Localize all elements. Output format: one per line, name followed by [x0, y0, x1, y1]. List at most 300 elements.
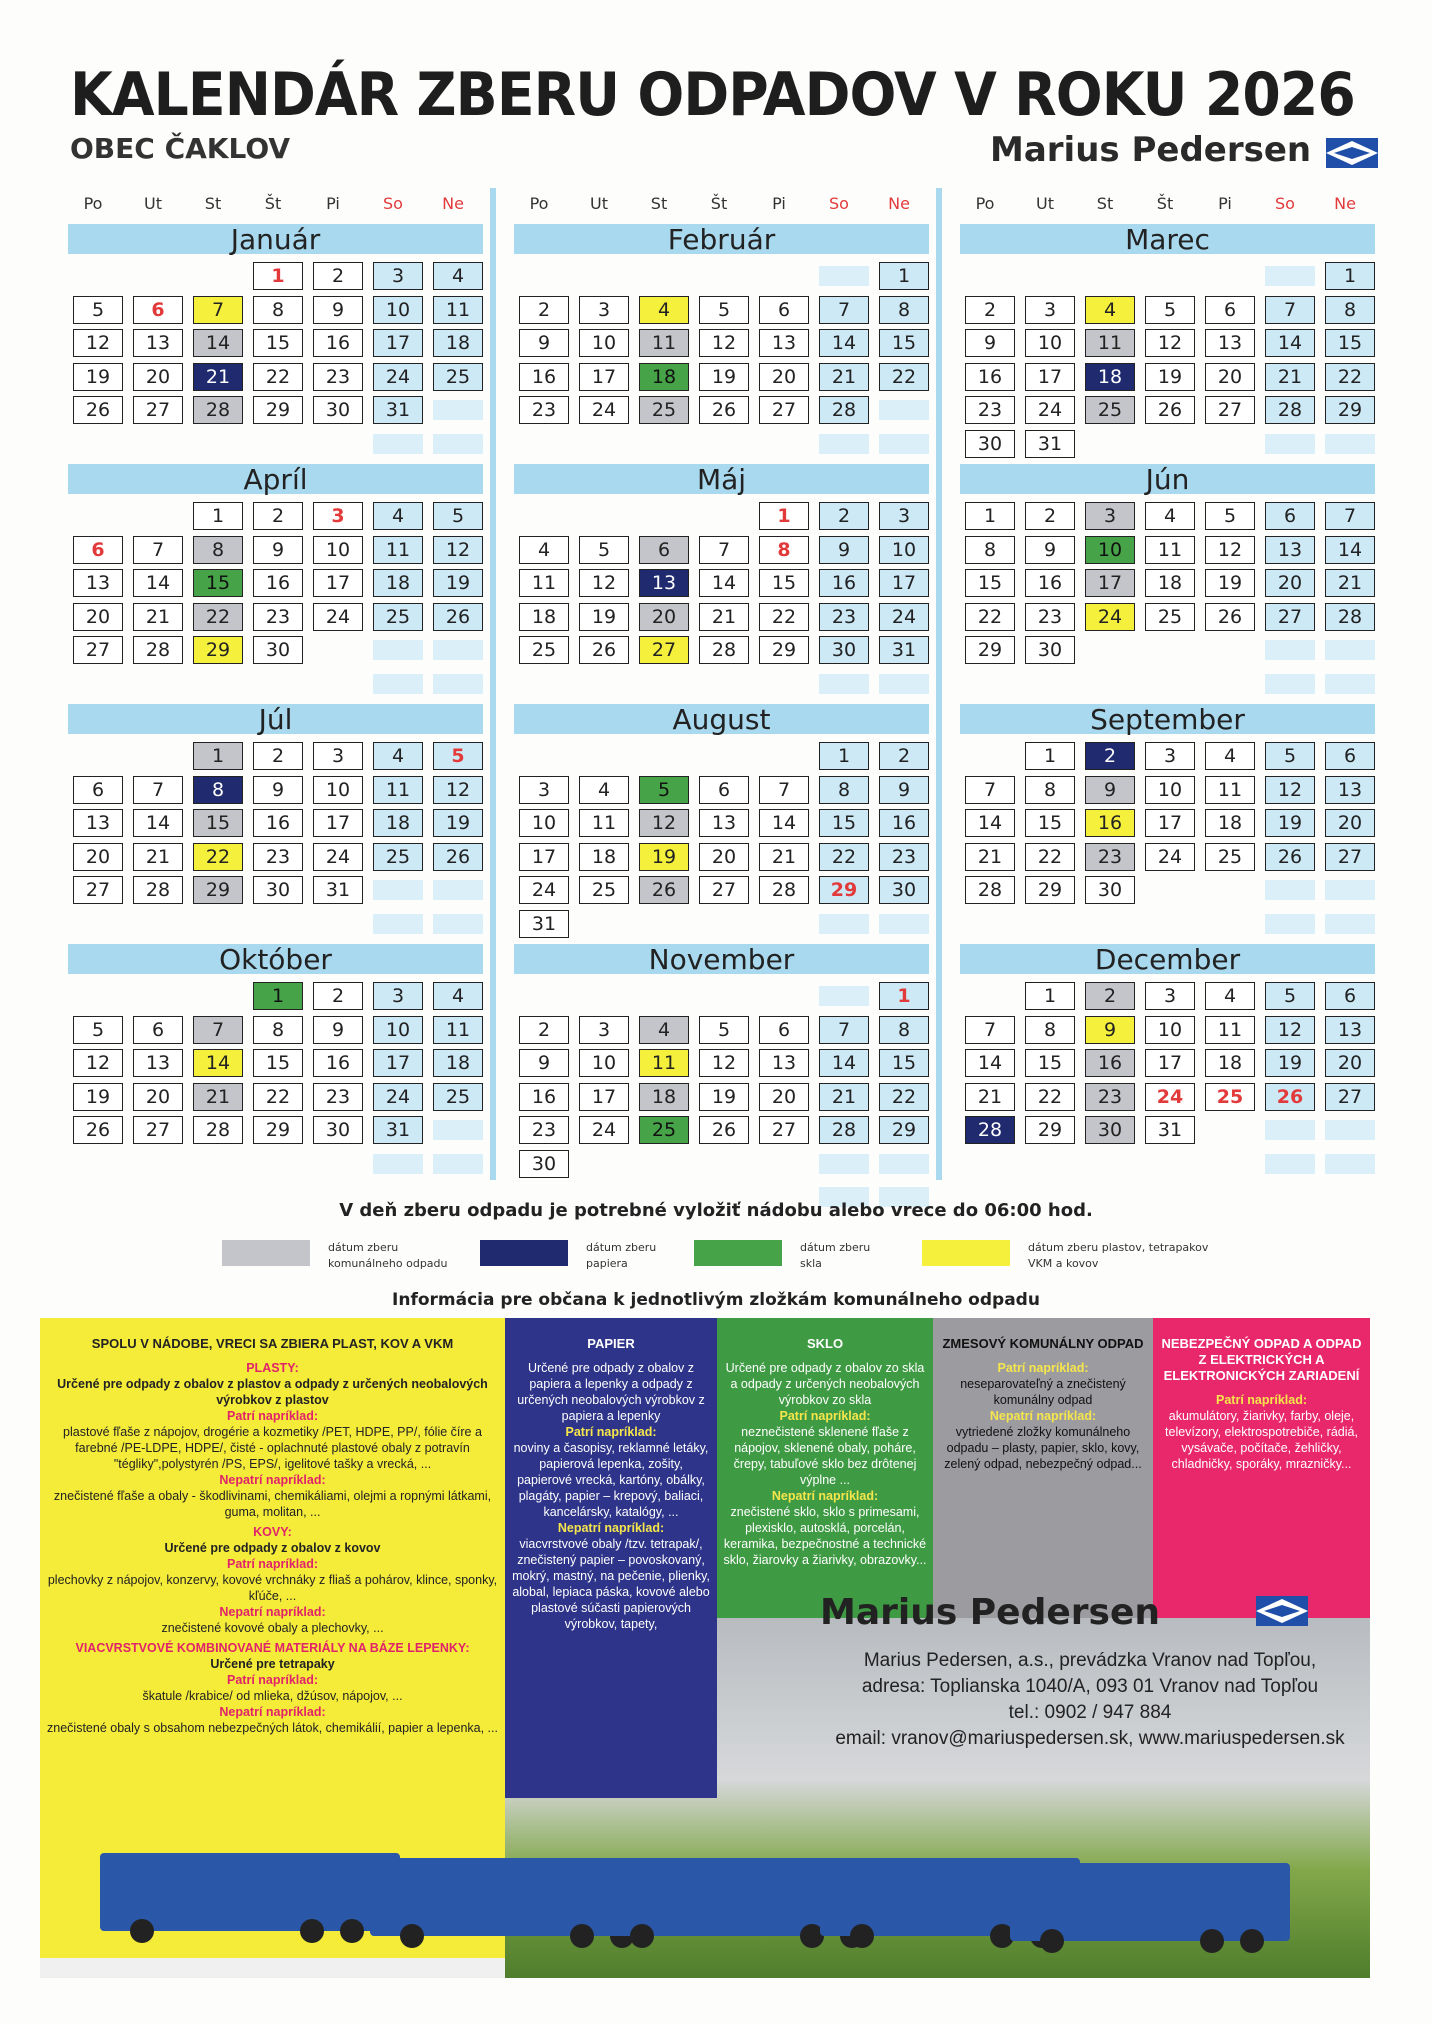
- weekday-header: Ne: [442, 194, 464, 213]
- calendar-day: 30: [253, 636, 303, 664]
- weekend-placeholder: [1265, 914, 1315, 934]
- calendar-day: 22: [253, 363, 303, 391]
- calendar-day: 24: [879, 603, 929, 631]
- company-contact: [820, 1648, 1360, 1752]
- calendar-day: 22: [193, 843, 243, 871]
- calendar-day: 20: [639, 603, 689, 631]
- calendar-day: 29: [193, 876, 243, 904]
- calendar-day: 7: [133, 536, 183, 564]
- panel-hazardous: NEBEZPEČNÝ ODPAD A ODPAD Z ELEKTRICKÝCH A ELEKTRONICKÝCH ZARIADENÍ Patrí napríklad: akumulátory, žiarivky, farby, oleje, televízory, elektrospotrebiče, rádiá, vysávače, počítače, žehličky, chladničky, sporáky, mrazničky...: [1153, 1318, 1370, 1618]
- calendar-day: 24: [579, 396, 629, 424]
- collection-deadline-note: V deň zberu odpadu je potrebné vyložiť nádobu alebo vrece do 06:00 hod.: [339, 1200, 1093, 1221]
- calendar-day: 14: [965, 1049, 1015, 1077]
- calendar-day: 3: [1145, 982, 1195, 1010]
- column-divider: [936, 188, 942, 1180]
- calendar-day: 22: [965, 603, 1015, 631]
- calendar-day: 10: [1085, 536, 1135, 564]
- calendar-day: 30: [519, 1150, 569, 1178]
- calendar-day: 21: [193, 363, 243, 391]
- calendar-day: 23: [879, 843, 929, 871]
- month-title: Máj: [514, 464, 929, 494]
- calendar-day: 9: [253, 536, 303, 564]
- calendar-day: 17: [313, 809, 363, 837]
- calendar-day: 6: [639, 536, 689, 564]
- calendar-day: 2: [253, 502, 303, 530]
- calendar-day: 12: [639, 809, 689, 837]
- calendar-day: 12: [1145, 329, 1195, 357]
- calendar-day: 9: [1085, 1016, 1135, 1044]
- calendar-day: 31: [1025, 430, 1075, 458]
- company-brand: Marius Pedersen: [820, 1592, 1161, 1633]
- calendar-day: 17: [1145, 809, 1195, 837]
- truck-icon: [100, 1853, 400, 1931]
- calendar-day: 21: [133, 843, 183, 871]
- calendar-day: 27: [759, 1116, 809, 1144]
- calendar-day: 3: [1145, 742, 1195, 770]
- calendar-day: 22: [879, 1083, 929, 1111]
- calendar-day: 6: [73, 536, 123, 564]
- calendar-day: 28: [699, 636, 749, 664]
- calendar-day: 17: [1145, 1049, 1195, 1077]
- calendar-day: 28: [819, 396, 869, 424]
- calendar-day: 19: [1145, 363, 1195, 391]
- calendar-day: 10: [373, 296, 423, 324]
- calendar-day: 10: [579, 329, 629, 357]
- legend-label-glass: dátum zberu skla: [800, 1241, 871, 1270]
- calendar-day: 11: [519, 569, 569, 597]
- calendar-day: 27: [73, 636, 123, 664]
- calendar-day: 6: [1325, 982, 1375, 1010]
- calendar-day: 6: [73, 776, 123, 804]
- weekday-header: Ne: [1334, 194, 1356, 213]
- calendar-day: 3: [579, 1016, 629, 1044]
- calendar-day: 7: [819, 1016, 869, 1044]
- calendar-day: 6: [1325, 742, 1375, 770]
- calendar-day: 10: [879, 536, 929, 564]
- calendar-day: 30: [879, 876, 929, 904]
- calendar-day: 20: [699, 843, 749, 871]
- calendar-day: 6: [1265, 502, 1315, 530]
- calendar-day: 31: [373, 396, 423, 424]
- calendar-day: 7: [965, 776, 1015, 804]
- month-title: Jún: [960, 464, 1375, 494]
- weekend-placeholder: [1325, 1154, 1375, 1174]
- company-phone: tel.: 0902 / 947 884: [1008, 1702, 1172, 1723]
- calendar-day: 17: [313, 569, 363, 597]
- calendar-day: 10: [373, 1016, 423, 1044]
- marius-pedersen-logo-icon: [1256, 1596, 1308, 1626]
- weekend-placeholder: [373, 914, 423, 934]
- calendar-day: 14: [193, 1049, 243, 1077]
- calendar-day: 10: [313, 536, 363, 564]
- calendar-day: 18: [519, 603, 569, 631]
- calendar-day: 28: [1265, 396, 1315, 424]
- calendar-day: 13: [73, 809, 123, 837]
- calendar-day: 8: [759, 536, 809, 564]
- calendar-day: 29: [193, 636, 243, 664]
- weekend-placeholder: [373, 434, 423, 454]
- calendar-day: 24: [313, 843, 363, 871]
- calendar-day: 26: [639, 876, 689, 904]
- weekend-placeholder: [819, 434, 869, 454]
- calendar-day: 4: [519, 536, 569, 564]
- calendar-day: 10: [313, 776, 363, 804]
- calendar-day: 19: [433, 569, 483, 597]
- calendar-day: 24: [1145, 843, 1195, 871]
- calendar-day: 25: [639, 1116, 689, 1144]
- company-address-line: adresa: Toplianska 1040/A, 093 01 Vranov nad Topľou: [861, 1676, 1319, 1697]
- calendar-day: 4: [433, 262, 483, 290]
- calendar-day: 15: [193, 569, 243, 597]
- calendar-day: 5: [73, 296, 123, 324]
- calendar-day: 5: [639, 776, 689, 804]
- calendar-day: 26: [1205, 603, 1255, 631]
- weekday-header: Ne: [888, 194, 910, 213]
- month-title: August: [514, 704, 929, 734]
- calendar-day: 26: [1145, 396, 1195, 424]
- weekend-placeholder: [1325, 640, 1375, 660]
- calendar-day: 1: [1325, 262, 1375, 290]
- calendar-day: 28: [965, 1116, 1015, 1144]
- calendar-day: 8: [1325, 296, 1375, 324]
- calendar-day: 16: [965, 363, 1015, 391]
- weekend-placeholder: [373, 640, 423, 660]
- calendar-day: 18: [1145, 569, 1195, 597]
- calendar-day: 7: [193, 296, 243, 324]
- calendar-day: 27: [1205, 396, 1255, 424]
- calendar-day: 16: [253, 809, 303, 837]
- info-section-title: Informácia pre občana k jednotlivým zložkám komunálneho odpadu: [392, 1290, 1040, 1310]
- calendar-day: 18: [373, 809, 423, 837]
- calendar-day: 26: [73, 1116, 123, 1144]
- calendar-day: 5: [1205, 502, 1255, 530]
- calendar-day: 26: [699, 396, 749, 424]
- calendar-day: 27: [133, 396, 183, 424]
- calendar-day: 1: [965, 502, 1015, 530]
- calendar-day: 23: [253, 603, 303, 631]
- calendar-day: 5: [579, 536, 629, 564]
- weekend-placeholder: [1325, 914, 1375, 934]
- calendar-day: 2: [879, 742, 929, 770]
- weekend-placeholder: [1265, 1120, 1315, 1140]
- calendar-day: 13: [1265, 536, 1315, 564]
- calendar-day: 11: [579, 809, 629, 837]
- weekend-placeholder: [879, 674, 929, 694]
- calendar-day: 3: [519, 776, 569, 804]
- calendar-day: 11: [639, 1049, 689, 1077]
- month-title: September: [960, 704, 1375, 734]
- calendar-day: 24: [373, 363, 423, 391]
- panel-glass: SKLO Určené pre odpady z obalov zo skla a odpady z určených neobalových výrobkov zo skla Patrí napríklad: neznečistené sklenené fľaše z nápojov, sklenené obaly, poháre, črepy, tabuľové sklo bez drôtenej výplne ... Nepatrí napríklad: znečistené sklo, sklo s primesami, plexisklo, autosklá, porcelán, keramika, bezpečnostné a technické sklo, žiarovky a žiarivky, obrazovky...: [717, 1318, 933, 1618]
- calendar-day: 24: [373, 1083, 423, 1111]
- calendar-day: 30: [965, 430, 1015, 458]
- weekend-placeholder: [433, 674, 483, 694]
- calendar-day: 9: [879, 776, 929, 804]
- calendar-day: 5: [699, 296, 749, 324]
- calendar-day: 30: [819, 636, 869, 664]
- calendar-day: 10: [579, 1049, 629, 1077]
- calendar-day: 11: [433, 296, 483, 324]
- calendar-day: 23: [313, 363, 363, 391]
- month-title: Júl: [68, 704, 483, 734]
- calendar-day: 21: [1265, 363, 1315, 391]
- calendar-day: 12: [1265, 776, 1315, 804]
- calendar-day: 1: [819, 742, 869, 770]
- calendar-day: 2: [313, 262, 363, 290]
- calendar-day: 15: [1025, 1049, 1075, 1077]
- calendar-day: 25: [433, 363, 483, 391]
- calendar-day: 26: [699, 1116, 749, 1144]
- calendar-day: 16: [519, 1083, 569, 1111]
- calendar-day: 21: [965, 843, 1015, 871]
- month-title: November: [514, 944, 929, 974]
- calendar-day: 20: [1205, 363, 1255, 391]
- calendar-day: 5: [433, 742, 483, 770]
- calendar-day: 15: [193, 809, 243, 837]
- calendar-day: 16: [313, 1049, 363, 1077]
- calendar-day: 1: [879, 262, 929, 290]
- calendar-day: 22: [759, 603, 809, 631]
- calendar-day: 8: [879, 296, 929, 324]
- calendar-day: 17: [879, 569, 929, 597]
- calendar-day: 13: [759, 1049, 809, 1077]
- weekday-header: So: [829, 194, 849, 213]
- calendar-day: 25: [433, 1083, 483, 1111]
- weekend-placeholder: [819, 1154, 869, 1174]
- calendar-day: 29: [819, 876, 869, 904]
- calendar-day: 4: [433, 982, 483, 1010]
- calendar-day: 18: [1085, 363, 1135, 391]
- calendar-day: 11: [373, 536, 423, 564]
- calendar-day: 9: [519, 329, 569, 357]
- calendar-day: 20: [759, 1083, 809, 1111]
- calendar-day: 21: [965, 1083, 1015, 1111]
- calendar-day: 2: [313, 982, 363, 1010]
- calendar-day: 1: [879, 982, 929, 1010]
- weekend-placeholder: [373, 880, 423, 900]
- calendar-day: 7: [699, 536, 749, 564]
- calendar-day: 6: [133, 1016, 183, 1044]
- calendar-day: 16: [819, 569, 869, 597]
- calendar-day: 20: [73, 603, 123, 631]
- calendar-day: 26: [1265, 843, 1315, 871]
- calendar-day: 4: [1145, 502, 1195, 530]
- calendar-day: 27: [759, 396, 809, 424]
- calendar-day: 4: [639, 296, 689, 324]
- calendar-day: 10: [519, 809, 569, 837]
- calendar-day: 22: [879, 363, 929, 391]
- calendar-day: 23: [1085, 1083, 1135, 1111]
- calendar-day: 29: [1025, 1116, 1075, 1144]
- calendar-day: 26: [579, 636, 629, 664]
- calendar-day: 8: [819, 776, 869, 804]
- calendar-day: 23: [819, 603, 869, 631]
- calendar-day: 9: [819, 536, 869, 564]
- calendar-day: 4: [373, 742, 423, 770]
- legend-swatch-navy: [480, 1240, 568, 1266]
- calendar-day: 31: [879, 636, 929, 664]
- calendar-day: 23: [1025, 603, 1075, 631]
- calendar-day: 21: [193, 1083, 243, 1111]
- calendar-day: 17: [1085, 569, 1135, 597]
- weekend-placeholder: [879, 914, 929, 934]
- calendar-day: 19: [73, 1083, 123, 1111]
- calendar-day: 22: [253, 1083, 303, 1111]
- truck-icon: [1010, 1863, 1290, 1941]
- calendar-day: 27: [73, 876, 123, 904]
- calendar-day: 3: [879, 502, 929, 530]
- calendar-day: 31: [1145, 1116, 1195, 1144]
- weekend-placeholder: [373, 674, 423, 694]
- calendar-day: 20: [759, 363, 809, 391]
- calendar-day: 25: [373, 603, 423, 631]
- calendar-day: 24: [1025, 396, 1075, 424]
- calendar-day: 1: [759, 502, 809, 530]
- calendar-day: 13: [1205, 329, 1255, 357]
- calendar-day: 5: [1265, 742, 1315, 770]
- calendar-day: 21: [1325, 569, 1375, 597]
- calendar-day: 5: [1265, 982, 1315, 1010]
- calendar-day: 15: [253, 329, 303, 357]
- calendar-day: 30: [1085, 876, 1135, 904]
- calendar-day: 28: [965, 876, 1015, 904]
- calendar-day: 8: [193, 776, 243, 804]
- weekend-placeholder: [1265, 1154, 1315, 1174]
- calendar-day: 22: [1025, 843, 1075, 871]
- calendar-day: 20: [1325, 809, 1375, 837]
- calendar-day: 4: [1085, 296, 1135, 324]
- calendar-day: 27: [699, 876, 749, 904]
- calendar-day: 25: [1145, 603, 1195, 631]
- calendar-day: 18: [1205, 809, 1255, 837]
- calendar-day: 16: [1085, 809, 1135, 837]
- calendar-day: 20: [133, 363, 183, 391]
- legend-label-municipal: dátum zberu komunálneho odpadu: [328, 1241, 448, 1270]
- legend-label-paper: dátum zberu papiera: [586, 1241, 657, 1270]
- weekend-placeholder: [819, 674, 869, 694]
- weekday-header: Št: [1156, 194, 1174, 213]
- calendar-day: 21: [819, 363, 869, 391]
- legend-swatch-yellow: [922, 1240, 1010, 1266]
- calendar-day: 2: [519, 1016, 569, 1044]
- calendar-day: 14: [1325, 536, 1375, 564]
- calendar-day: 21: [699, 603, 749, 631]
- calendar-day: 1: [193, 502, 243, 530]
- calendar-day: 13: [133, 1049, 183, 1077]
- weekend-placeholder: [1265, 674, 1315, 694]
- calendar-day: 27: [1325, 843, 1375, 871]
- calendar-day: 26: [1265, 1083, 1315, 1111]
- calendar-day: 26: [433, 603, 483, 631]
- calendar-day: 28: [193, 396, 243, 424]
- weekday-header: Pi: [326, 194, 340, 213]
- municipality-name: OBEC ČAKLOV: [70, 132, 291, 165]
- calendar-day: 19: [699, 363, 749, 391]
- calendar-day: 3: [1025, 296, 1075, 324]
- calendar-day: 29: [1325, 396, 1375, 424]
- weekend-placeholder: [1265, 434, 1315, 454]
- weekday-header: St: [204, 194, 222, 213]
- calendar-day: 18: [579, 843, 629, 871]
- weekday-header: So: [1275, 194, 1295, 213]
- calendar-day: 16: [253, 569, 303, 597]
- calendar-day: 24: [1085, 603, 1135, 631]
- calendar-day: 7: [1325, 502, 1375, 530]
- calendar-day: 3: [313, 742, 363, 770]
- calendar-day: 2: [965, 296, 1015, 324]
- calendar-day: 24: [579, 1116, 629, 1144]
- weekday-header: Po: [975, 194, 995, 213]
- calendar-day: 22: [819, 843, 869, 871]
- calendar-day: 23: [253, 843, 303, 871]
- calendar-day: 19: [1265, 1049, 1315, 1077]
- calendar-day: 27: [133, 1116, 183, 1144]
- calendar-day: 11: [1205, 776, 1255, 804]
- calendar-day: 19: [579, 603, 629, 631]
- calendar-day: 31: [373, 1116, 423, 1144]
- calendar-day: 28: [133, 636, 183, 664]
- calendar-day: 8: [965, 536, 1015, 564]
- calendar-day: 13: [1325, 1016, 1375, 1044]
- calendar-day: 8: [253, 1016, 303, 1044]
- calendar-day: 12: [73, 1049, 123, 1077]
- calendar-day: 4: [1205, 742, 1255, 770]
- calendar-day: 19: [433, 809, 483, 837]
- calendar-day: 7: [133, 776, 183, 804]
- calendar-day: 12: [699, 329, 749, 357]
- calendar-day: 30: [1085, 1116, 1135, 1144]
- weekend-placeholder: [879, 400, 929, 420]
- panel-plastic-metal-vkm: SPOLU V NÁDOBE, VRECI SA ZBIERA PLAST, KOV A VKM PLASTY: Určené pre odpady z obalov z plastov a odpady z určených neobalových výrobkov z plastov Patrí napríklad: plastové fľaše z nápojov, drogérie a kozmetiky /PET, HDPE, PP/, fólie číre a farebné /PE-LDPE, HDPE/, čisté - oplachnuté plastové obaly z potravín "tégliky",polystyrén /PS, EPS/, igelitové tašky a vrecká, ... Nepatrí napríklad: znečistené fľaše a obaly - škodlivinami, chemikáliami, olejmi a ropnými látkami, guma, molitan, ... KOVY: Určené pre odpady z obalov z kovov Patrí napríklad: plechovky z nápojov, konzervy, kovové vrchnáky z fliaš a pohárov, klince, sponky, kľúče, ... Nepatrí napríklad: znečistené kovové obaly a plechovky, ... VIACVRSTVOVÉ KOMBINOVANÉ MATERIÁLY NA BÁZE LEPENKY: Určené pre tetrapaky Patrí napríklad: škatule /krabice/ od mlieka, džúsov, nápojov, ... Nepatrí napríklad: znečistené obaly s obsahom nebezpečných látok, chemikálií, papier a lepenka, ...: [40, 1318, 505, 1958]
- calendar-day: 16: [1025, 569, 1075, 597]
- calendar-day: 8: [1025, 776, 1075, 804]
- calendar-day: 2: [1085, 982, 1135, 1010]
- weekday-header: Št: [264, 194, 282, 213]
- calendar-day: 29: [965, 636, 1015, 664]
- calendar-day: 13: [73, 569, 123, 597]
- calendar-day: 31: [519, 910, 569, 938]
- calendar-day: 18: [433, 329, 483, 357]
- calendar-day: 3: [1085, 502, 1135, 530]
- calendar-day: 29: [253, 1116, 303, 1144]
- calendar-day: 27: [639, 636, 689, 664]
- weekend-placeholder: [1265, 640, 1315, 660]
- calendar-day: 3: [373, 262, 423, 290]
- calendar-day: 9: [1025, 536, 1075, 564]
- legend-label-plastic: dátum zberu plastov, tetrapakov VKM a kovov: [1028, 1241, 1209, 1270]
- calendar-day: 21: [819, 1083, 869, 1111]
- calendar-day: 19: [699, 1083, 749, 1111]
- calendar-day: 15: [759, 569, 809, 597]
- month-title: Október: [68, 944, 483, 974]
- calendar-day: 13: [639, 569, 689, 597]
- calendar-day: 1: [253, 262, 303, 290]
- column-divider: [490, 188, 496, 1180]
- calendar-day: 7: [819, 296, 869, 324]
- calendar-day: 14: [819, 329, 869, 357]
- calendar-day: 14: [133, 569, 183, 597]
- weekend-placeholder: [1325, 434, 1375, 454]
- calendar-day: 16: [519, 363, 569, 391]
- calendar-day: 18: [1205, 1049, 1255, 1077]
- calendar-day: 17: [373, 329, 423, 357]
- calendar-day: 6: [133, 296, 183, 324]
- calendar-day: 11: [373, 776, 423, 804]
- weekend-placeholder: [1325, 880, 1375, 900]
- weekend-placeholder: [433, 640, 483, 660]
- weekday-header: St: [1096, 194, 1114, 213]
- calendar-day: 25: [639, 396, 689, 424]
